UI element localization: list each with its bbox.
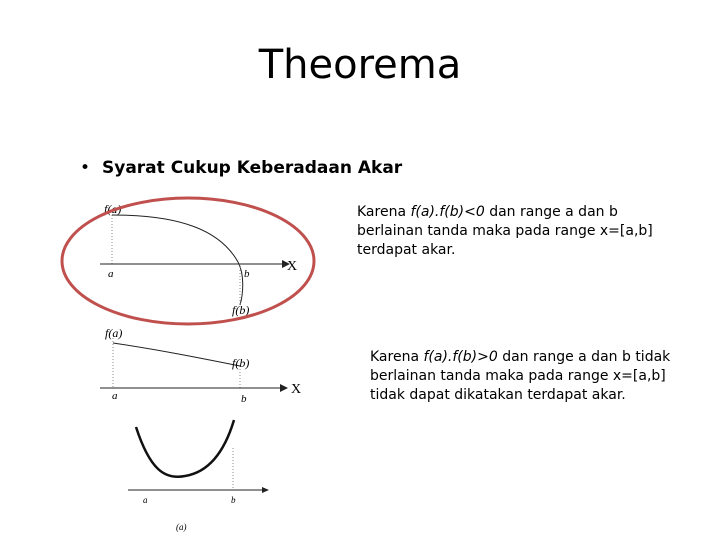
label-x-2: X: [291, 382, 302, 397]
label-fa-1: f(a): [104, 202, 122, 216]
label-b-3: b: [231, 495, 236, 505]
figure-no-sign-change: [100, 326, 301, 405]
note2-formula: f(a).f(b)>0: [423, 349, 498, 365]
highlight-ellipse: [62, 198, 314, 324]
note1-rest-line1: dan range a dan b: [484, 204, 618, 220]
figure-caption: (a): [176, 522, 187, 532]
slide-title: Theorema: [258, 42, 462, 88]
note1-formula: f(a).f(b)<0: [410, 204, 485, 220]
label-fb-2: f(b): [232, 356, 250, 370]
note2-rest-line1: dan range a dan b: [497, 349, 631, 365]
label-a-1: a: [108, 268, 114, 280]
label-b-1: b: [244, 268, 250, 280]
note1-prefix: Karena: [357, 204, 411, 220]
label-fb-1: f(b): [232, 303, 250, 317]
note2-rest: tidak berlainan tanda maka pada range x=[a,b] tidak dapat dikatakan terdapat akar.: [370, 349, 671, 403]
figure-sign-change: [62, 198, 314, 324]
figure-parabola: [128, 420, 269, 532]
bullet-text: Syarat Cukup Keberadaan Akar: [102, 158, 403, 178]
label-b-2: b: [241, 393, 247, 405]
parabola-curve: [136, 420, 234, 477]
note1-rest: berlainan tanda maka pada range x=[a,b] terdapat akar.: [357, 223, 653, 258]
label-a-3: a: [143, 495, 148, 505]
bullet-dot-icon: •: [80, 158, 91, 178]
note2-prefix: Karena: [370, 349, 424, 365]
curve-2: [113, 343, 240, 366]
label-a-2: a: [112, 390, 118, 402]
x-axis-arrow-2-icon: [280, 384, 288, 392]
label-x-1: X: [287, 259, 298, 274]
label-fa-2: f(a): [105, 326, 123, 340]
curve-1: [112, 215, 243, 305]
x-axis-arrow-3-icon: [262, 487, 269, 493]
